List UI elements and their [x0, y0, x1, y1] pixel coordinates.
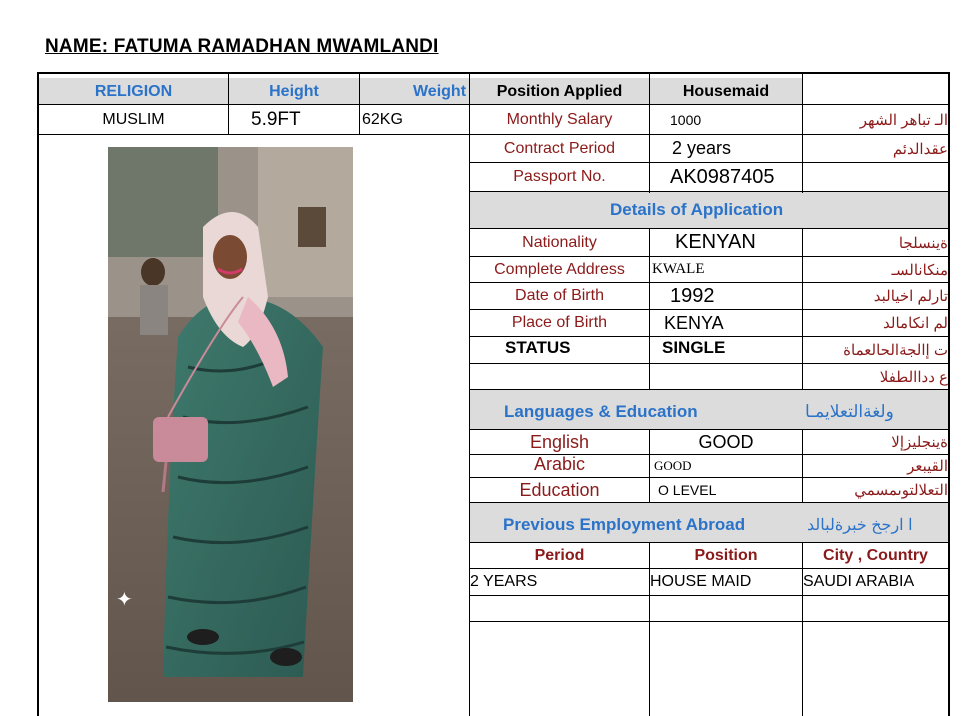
- arabic-value: GOOD: [654, 458, 692, 473]
- monthly-salary-value: 1000: [670, 112, 702, 128]
- arabic-arabic: القيبعر: [907, 458, 948, 475]
- nationality-label: Nationality: [522, 233, 597, 251]
- languages-arabic: ولغةالتعلايمـا: [805, 402, 894, 421]
- details-title: Details of Application: [610, 200, 784, 219]
- passport-value: AK0987405: [670, 165, 775, 188]
- english-label: English: [529, 431, 590, 452]
- sparkle-icon: ✦: [116, 589, 133, 611]
- candidate-photo: [108, 147, 353, 702]
- english-value: GOOD: [698, 431, 754, 452]
- english-arabic: ةينجليزإلا: [891, 434, 948, 451]
- employment-arabic: ا ارجخ خبرةلبالد: [807, 517, 913, 534]
- employment-period-value: 2 YEARS: [470, 572, 538, 590]
- position-applied-value: Housemaid: [682, 82, 770, 100]
- period-header: Period: [534, 546, 585, 564]
- pob-label: Place of Birth: [511, 314, 608, 331]
- position-applied-header: Position Applied: [496, 82, 623, 100]
- height-header: Height: [269, 82, 319, 100]
- languages-title: Languages & Education: [504, 402, 698, 421]
- height-value: 5.9FT: [251, 108, 301, 130]
- religion-value: MUSLIM: [102, 110, 165, 128]
- address-arabic: منكانالسـ: [891, 261, 948, 279]
- dob-value: 1992: [670, 284, 715, 307]
- weight-header: Weight: [412, 82, 467, 100]
- education-label: Education: [519, 479, 600, 500]
- children-arabic: ع دداالطفلا: [879, 368, 948, 386]
- passport-label: Passport No.: [513, 168, 606, 185]
- dob-label: Date of Birth: [515, 287, 604, 304]
- status-arabic: ت إالجةالحالعماة: [843, 342, 948, 359]
- employment-position-value: HOUSE MAID: [650, 572, 752, 590]
- contract-period-label: Contract Period: [503, 139, 616, 157]
- monthly-salary-label: Monthly Salary: [506, 111, 613, 128]
- religion-header: RELIGION: [94, 82, 173, 100]
- employment-city-value: SAUDI ARABIA: [803, 572, 915, 590]
- status-label: STATUS: [505, 338, 571, 357]
- dob-arabic: تارلم اخيالبد: [873, 288, 948, 305]
- address-label: Complete Address: [494, 260, 625, 278]
- monthly-salary-arabic: الـ تباهر الشهر: [859, 112, 948, 129]
- address-value: KWALE: [652, 261, 705, 277]
- city-header: City , Country: [823, 546, 928, 564]
- weight-value: 62KG: [362, 110, 403, 128]
- pob-arabic: لم انكامالد: [883, 315, 948, 332]
- education-value: O LEVEL: [658, 482, 717, 498]
- contract-period-arabic: عقدالدئم: [892, 140, 948, 158]
- nationality-value: KENYAN: [675, 231, 756, 253]
- pob-value: KENYA: [664, 312, 724, 333]
- arabic-label: Arabic: [533, 453, 586, 474]
- page-title: NAME: FATUMA RAMADHAN MWAMLANDI: [45, 36, 439, 57]
- education-arabic: التعلالتوىمسمي: [854, 482, 948, 499]
- nationality-arabic: ةينسلجا: [898, 234, 948, 252]
- contract-period-value: 2 years: [672, 138, 732, 158]
- position-header: Position: [694, 546, 758, 564]
- employment-title: Previous Employment Abroad: [503, 515, 746, 534]
- status-value: SINGLE: [662, 338, 726, 357]
